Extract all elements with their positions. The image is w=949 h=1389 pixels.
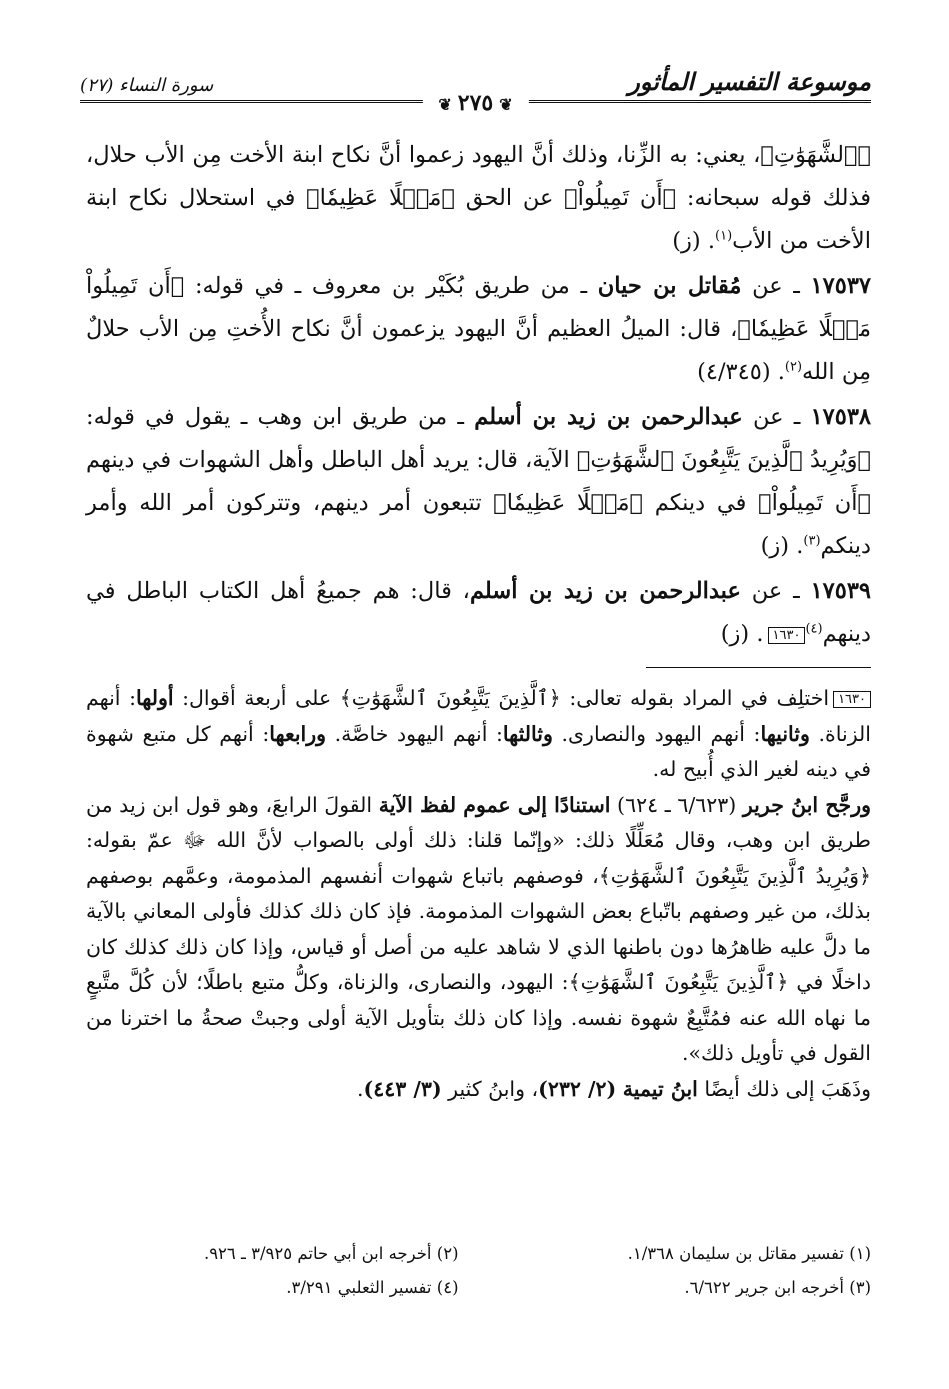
- source-mark: . (ز): [760, 533, 804, 559]
- commentary-bold: وثانيها: [760, 721, 810, 746]
- page-number: [422, 90, 528, 116]
- commentary-para-1: [86, 681, 871, 788]
- footnote-ref: (٣): [803, 533, 821, 549]
- commentary-text: : أنهم الزناة.: [86, 686, 871, 746]
- entry-17539: [86, 570, 871, 656]
- source-mark: . (٤/٣٤٥): [697, 359, 785, 385]
- commentary-bold: ابنُ تيمية: [622, 1076, 698, 1101]
- commentary-text: : أنهم كل متبع شهوة في دينه لغير الذي أُبيح له.: [86, 721, 871, 781]
- commentary-divider: [646, 667, 871, 668]
- commentary-text: اختلِف في المراد بقوله تعالى: ﴿ٱلَّذِينَ يَتَّبِعُونَ ٱلشَّهَوَٰتِ﴾ على أربعة أقوال:: [173, 686, 830, 710]
- footnote-3: (٣) أخرجه ابن جرير ٦/٦٢٢.: [684, 1278, 871, 1297]
- entry-number: ١٧٥٣٧: [810, 273, 871, 299]
- commentary-bold: ورابعها: [269, 721, 327, 746]
- commentary-section: [86, 681, 871, 1107]
- footnote-2: (٢) أخرجه ابن أبي حاتم ٣/٩٢٥ ـ ٩٢٦.: [203, 1244, 459, 1263]
- commentary-text: (٦/٦٢٣ ـ ٦٢٤): [610, 792, 743, 817]
- ornament-icon: ❦: [499, 95, 513, 114]
- intro-text: ﴿ٱلشَّهَوَٰتِ﴾، يعني: به الزِّنا، وذلك أنَّ اليهود زعموا أنَّ نكاح ابنة الأخت مِن الأب حلال، فذلك قوله سبحانه: ﴿أَن تَمِيلُواْ﴾ عن الحق ﴿مَيۡلًا عَظِيمٗا﴾ في استحلال نكاح ابنة الأخت من الأب: [86, 142, 871, 254]
- page-number-value: ٢٧٥: [457, 90, 494, 116]
- commentary-text: ، وابنُ كثير: [441, 1076, 539, 1101]
- footnote-ref: (٢): [784, 359, 803, 375]
- footnote-1: (١) تفسير مقاتل بن سليمان ١/٣٦٨.: [627, 1244, 871, 1263]
- commentary-text: : أنهم اليهود خاصَّة.: [326, 721, 503, 746]
- commentary-bold: (٢/ ٢٣٢): [538, 1076, 617, 1101]
- commentary-bold: استنادًا إلى عموم لفظ الآية: [378, 792, 611, 817]
- commentary-bold: وثالثها: [502, 721, 553, 746]
- main-text: [86, 134, 871, 658]
- entry-dash: ـ عن: [740, 578, 811, 604]
- commentary-text: : أنهم اليهود والنصارى.: [552, 721, 761, 746]
- narrator-name: عبدالرحمن بن زيد بن أسلم: [469, 578, 741, 604]
- source-mark: . (ز): [672, 228, 716, 254]
- footnote-ref: (٤): [805, 621, 823, 637]
- entry-17538: [86, 396, 871, 568]
- running-header: [80, 56, 871, 116]
- commentary-text: القولَ الرابعَ، وهو قول ابن زيد من طريق ابن وهب، وقال مُعَلِّلًا ذلك: «وإنّما قلنا: ذلك أولى بالصواب لأنَّ الله ﷻ عمّ بقوله: ﴿وَيُرِيدُ ٱلَّذِينَ يَتَّبِعُونَ ٱلشَّهَوَٰتِ﴾، فوصفهم باتباع شهوات أنفسهم المذمومة، وعمَّهم بوصفهم بذلك، من غير وصفهم باتّباع بعض الشهوات المذمومة. فإذ كان ذلك كذلك فأولى المعاني بالآية ما دلَّ عليه ظاهرُها دون باطنها الذي لا شاهد عليه من أصل أو قياس، وإذا كان ذلك كذلك كان داخلًا في ﴿ٱلَّذِينَ يَتَّبِعُونَ ٱلشَّهَوَٰتِ﴾: اليهود، والنصارى، والزناة، وكلُّ متبع باطلًا؛ لأن كُلَّ متَّبعٍ ما نهاه الله عنه فمُتَّبِعٌ شهوة نفسه. وإذا كان ذلك بتأويل الآية أولى وجبتْ صحةُ ما اخترنا من القول في تأويل ذلك».: [86, 792, 871, 1065]
- entry-text: ـ من طريق بُكَيْر بن معروف ـ في قوله: ﴿أَن تَمِيلُواْ مَيۡلًا عَظِيمٗا﴾، قال: الميلُ العظيم أنَّ اليهود يزعمون أنَّ نكاح الأُختِ مِن الأب حلالٌ مِن الله: [86, 273, 871, 385]
- entry-number: ١٧٥٣٩: [810, 578, 871, 604]
- footnotes: [86, 1240, 871, 1302]
- footnote-ref: (١): [715, 228, 733, 244]
- narrator-name: عبدالرحمن بن زيد بن أسلم: [474, 404, 743, 430]
- paragraph-intro: [86, 134, 871, 263]
- commentary-text: .: [357, 1076, 364, 1101]
- commentary-bold: ورجَّح ابنُ جرير: [742, 792, 872, 817]
- footnote-4: (٤) تفسير الثعلبي ٣/٢٩١.: [286, 1278, 459, 1297]
- book-title: موسوعة التفسير المأثور: [628, 67, 871, 96]
- source-mark: . (ز): [720, 621, 764, 647]
- commentary-number-box: ١٦٣٠: [833, 691, 871, 708]
- entry-number: ١٧٥٣٨: [810, 404, 872, 430]
- entry-text: ـ من طريق ابن وهب ـ يقول في قوله: ﴿وَيُرِيدُ ٱلَّذِينَ يَتَّبِعُونَ ٱلشَّهَوَٰتِ﴾ الآية، قال: يريد أهل الباطل وأهل الشهوات في دينهم ﴿أَن تَمِيلُواْ﴾ في دينكم ﴿مَيۡلًا عَظِيمٗا﴾ تتبعون أمر دينهم، وتتركون أمر الله وأمر دينكم: [86, 404, 871, 559]
- entry-17537: [86, 265, 871, 394]
- sura-title: سورة النساء (٢٧): [80, 75, 214, 96]
- commentary-bold: أولها: [136, 686, 174, 710]
- entry-dash: ـ عن: [741, 273, 811, 299]
- narrator-name: مُقاتل بن حيان: [597, 273, 742, 299]
- entry-text: ، قال: هم جميعُ أهل الكتاب الباطل في دينهم: [86, 578, 871, 647]
- ornament-icon: ❦: [438, 95, 452, 114]
- commentary-para-3: [86, 1072, 871, 1108]
- commentary-text: وذَهَبَ إلى ذلك أيضًا: [697, 1076, 871, 1101]
- commentary-ref-box[interactable]: ١٦٣٠: [768, 627, 806, 644]
- entry-dash: ـ عن: [742, 404, 811, 430]
- commentary-para-2: [86, 788, 871, 1072]
- commentary-bold: (٣/ ٤٤٣): [363, 1076, 442, 1101]
